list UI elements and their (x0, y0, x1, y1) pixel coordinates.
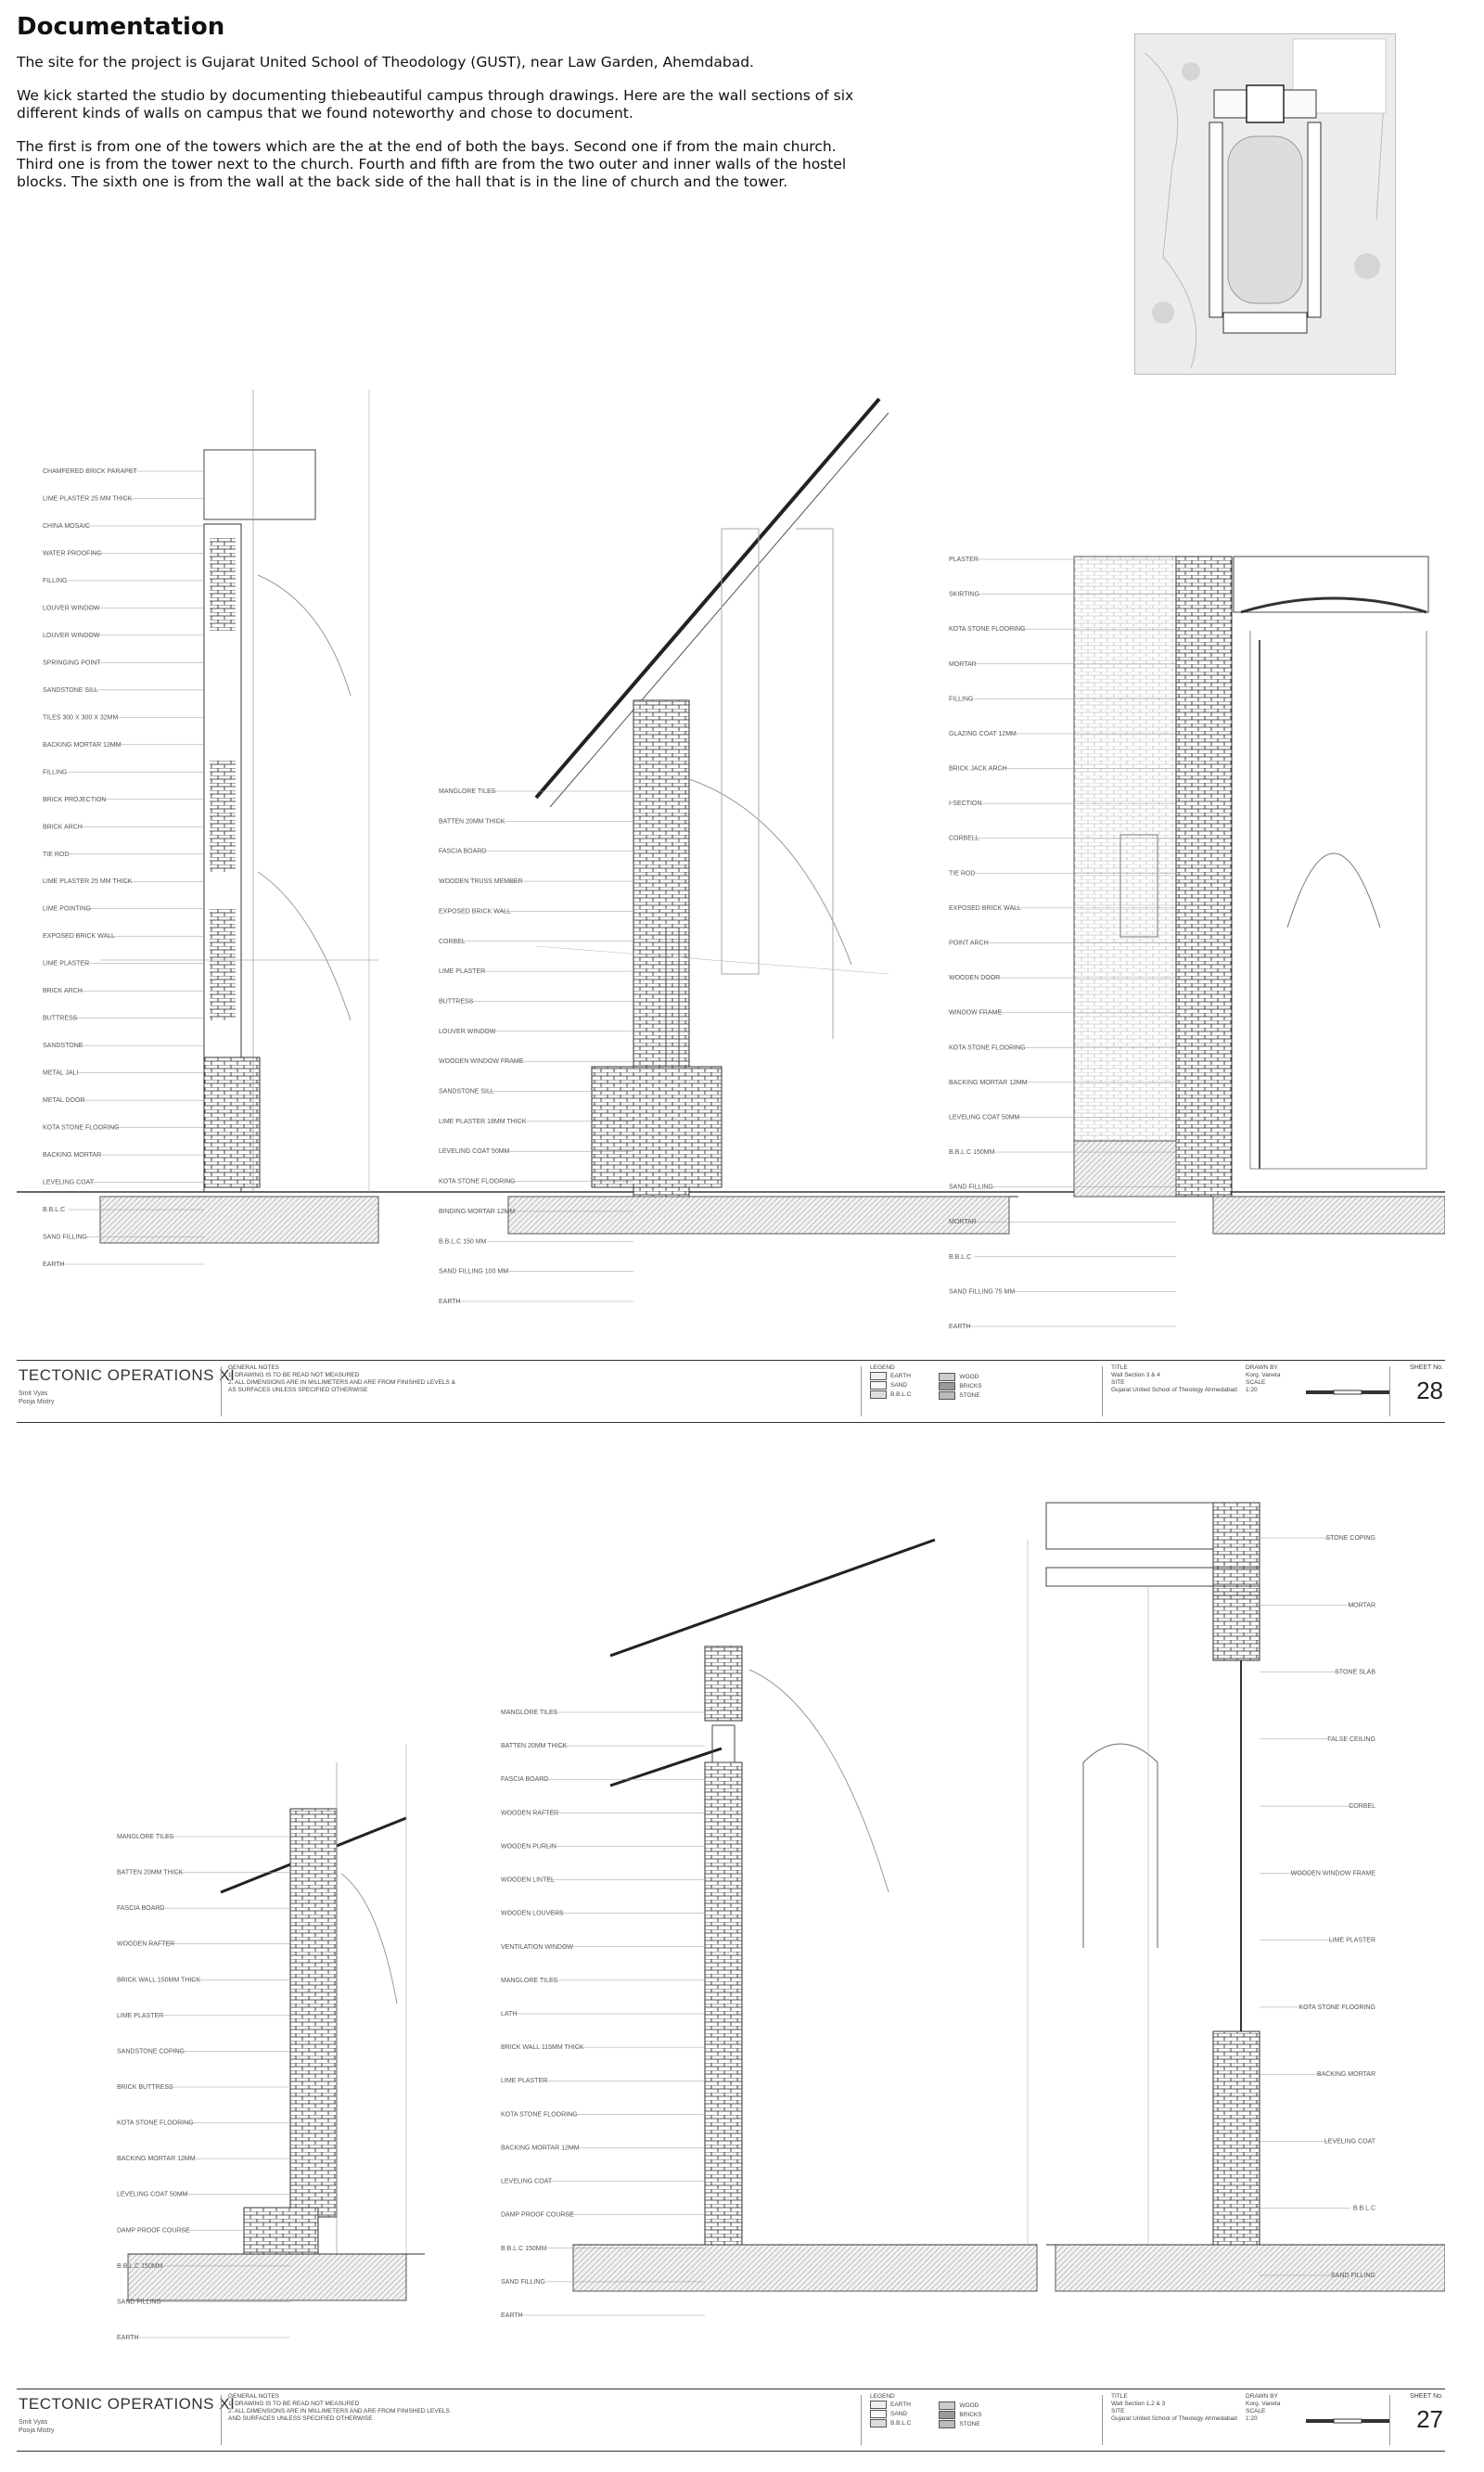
team-name: Smit Vyas (19, 1390, 48, 1397)
annotation-label: METAL JALI (43, 1069, 79, 1077)
annotation-label: SAND FILLING (1331, 2273, 1375, 2279)
annotation-label: BACKING MORTAR 12MM (43, 741, 122, 749)
general-note: 2. ALL DIMENSIONS ARE IN MILLIMETERS AND ARE FROM FINISHED LEVELS & AS SURFACES UNLESS SPECIFIED OTHERWISE (228, 1379, 456, 1393)
sheet-number-label: SHEET No. (1409, 2393, 1443, 2400)
annotation-label: LEVELING COAT 50MM (439, 1148, 510, 1156)
annotation-label: BATTEN 20MM THICK (117, 1869, 184, 1876)
general-note: 1. DRAWING IS TO BE READ NOT MEASURED (228, 1372, 360, 1378)
site-plan-image (1134, 33, 1396, 375)
site-value: Gujarat United School of Theology Ahmedabad (1111, 1387, 1237, 1393)
annotation-label: PLASTER (949, 557, 979, 563)
team-name: Smit Vyas (19, 2419, 48, 2426)
team-names (19, 2419, 55, 2435)
annotation-label: SPRINGING POINT (43, 660, 101, 667)
annotation-label: LATH (501, 2011, 518, 2017)
annotation-label: LOUVER WINDOW (43, 605, 100, 612)
legend-item: EARTH (890, 1372, 911, 1379)
legend-item: B.B.L.C (890, 2419, 912, 2427)
annotation-label: EARTH (439, 1299, 461, 1305)
sheet-number-label: SHEET No. (1409, 1364, 1443, 1371)
annotation-label: CORBEL (1349, 1803, 1375, 1811)
annotation-label: LEVELING COAT (43, 1179, 95, 1186)
legend-item: STONE (959, 2420, 980, 2427)
team-name: Pooja Mistry (19, 2427, 55, 2434)
annotation-label: WOODEN PURLIN (501, 1843, 556, 1851)
annotation-label: KOTA STONE FLOORING (949, 1044, 1026, 1052)
annotation-label: BACKING MORTAR (43, 1152, 102, 1159)
title-block-sheet-28 (17, 1360, 1445, 1423)
annotation-label: BRICK WALL 115MM THICK (501, 2044, 584, 2052)
legend-title: LEGEND (870, 1364, 895, 1371)
annotation-label: WOODEN RAFTER (501, 1810, 559, 1817)
drawn-label: DRAWN BY (1246, 1364, 1278, 1371)
annotation-label: LIME POINTING (43, 905, 92, 913)
annotation-label: SAND FILLING 100 MM (439, 1268, 509, 1275)
annotation-label: B.B.L.C (1352, 2205, 1375, 2212)
scale-label: SCALE (1246, 1379, 1266, 1386)
annotation-label: BRICK WALL 150MM THICK (117, 1977, 200, 1984)
annotation-label: TILES 300 X 300 X 32MM (43, 714, 119, 722)
legend-item: STONE (959, 1391, 980, 1399)
annotation-label: LIME PLASTER (1328, 1937, 1375, 1944)
annotation-label: LIME PLASTER 25 MM THICK (43, 495, 133, 503)
annotation-label: SAND FILLING (949, 1184, 993, 1191)
annotation-label: EARTH (43, 1262, 65, 1268)
annotation-label: LIME PLASTER (501, 2078, 548, 2085)
annotation-label: LEVELING COAT (501, 2178, 553, 2185)
intro-paragraph-2: We kick started the studio by documenting thiebeautiful campus through drawings. Here are the wall sections of six different kinds of walls on campus that we found noteworthy and chose to document. (17, 87, 854, 122)
project-title: TECTONIC OPERATIONS XI (19, 1366, 236, 1384)
annotation-label: BUTTRESS (43, 1015, 78, 1022)
annotation-label: BACKING MORTAR 12MM (501, 2145, 580, 2152)
site-label: SITE (1111, 1379, 1125, 1386)
annotation-label: BACKING MORTAR 12MM (117, 2156, 196, 2163)
annotation-label: MORTAR (949, 1219, 977, 1226)
annotation-label: LEVELING COAT (1324, 2138, 1375, 2145)
annotation-label: WOODEN TRUSS MEMBER (439, 878, 523, 886)
annotation-label: FASCIA BOARD (117, 1905, 165, 1913)
general-note: 2. ALL DIMENSIONS ARE IN MILLIMETERS AND ARE FROM FINISHED LEVELS AND SURFACES UNLESS SPECIFIED OTHERWISE (228, 2408, 450, 2422)
annotation-label: WATER PROOFING (43, 550, 102, 557)
annotation-label: WINDOW FRAME (949, 1009, 1003, 1017)
annotation-label: GLAZING COAT 12MM (949, 730, 1017, 737)
scale-label: SCALE (1246, 2408, 1266, 2414)
wall-section-church (508, 399, 1018, 1234)
annotation-label: WOODEN LINTEL (501, 1876, 555, 1884)
team-name: Pooja Mistry (19, 1398, 55, 1405)
annotation-label: KOTA STONE FLOORING (117, 2120, 194, 2127)
annotation-label: LIME PLASTER 18MM THICK (439, 1118, 527, 1125)
annotation-label: SKIRTING (949, 591, 979, 598)
annotation-label: LIME PLASTER (439, 968, 486, 976)
annotation-label: MORTAR (1348, 1602, 1375, 1609)
drawn-label: DRAWN BY (1246, 2393, 1278, 2400)
annotation-label: SANDSTONE SILL (439, 1088, 494, 1095)
annotation-label: B.B.L.C 150MM (501, 2245, 547, 2252)
sheet-number-box (1399, 1364, 1443, 1405)
annotation-label: DAMP PROOF COURSE (117, 2227, 190, 2235)
annotation-label: MANGLORE TILES (439, 788, 496, 795)
annotation-label: EARTH (117, 2335, 139, 2341)
annotation-label: B.B.L.C (949, 1253, 972, 1261)
wall-section-hostel-outer (128, 1744, 425, 2300)
annotation-label: SANDSTONE SILL (43, 686, 98, 694)
annotation-label: FILLING (949, 696, 974, 703)
annotation-label: DAMP PROOF COURSE (501, 2211, 574, 2219)
drawing-sheet-28 (17, 390, 1464, 1428)
annotation-label: B.B.L.C (43, 1207, 66, 1214)
annotation-label: POINT ARCH (949, 940, 989, 947)
annotation-label: SAND FILLING (501, 2278, 545, 2286)
annotation-label: BATTEN 20MM THICK (439, 818, 505, 826)
annotation-label: WOODEN LOUVERS (501, 1910, 564, 1917)
annotation-label: B.B.L.C 150MM (949, 1149, 995, 1157)
annotation-label: BINDING MORTAR 12MM (439, 1208, 516, 1215)
annotation-label: MANGLORE TILES (501, 1710, 558, 1716)
annotation-label: KOTA STONE FLOORING (501, 2111, 578, 2119)
annotation-label: BACKING MORTAR (1316, 2071, 1375, 2079)
annotation-label: STONE COPING (1325, 1535, 1375, 1542)
annotation-label: EXPOSED BRICK WALL (43, 933, 115, 941)
annotation-label: KOTA STONE FLOORING (949, 626, 1026, 634)
annotation-label: BRICK ARCH (43, 824, 83, 831)
annotation-label: LIME PLASTER 25 MM THICK (43, 878, 133, 886)
intro-section (17, 13, 870, 207)
site-value: Gujarat United School of Theology Ahmedabad (1111, 2415, 1237, 2422)
title-value: Wall Section 3 & 4 (1111, 1372, 1160, 1378)
annotation-label: LIME PLASTER (43, 960, 90, 967)
wall-section-hall-back (1046, 1503, 1445, 2291)
page-title: Documentation (17, 13, 225, 41)
annotation-label: TIE ROD (949, 870, 976, 877)
legend (870, 1364, 982, 1400)
annotation-label: SAND FILLING (43, 1234, 87, 1241)
annotation-label: BRICK BUTTRESS (117, 2084, 173, 2091)
annotation-label: MORTAR (949, 660, 977, 668)
annotation-label: BRICK ARCH (43, 988, 83, 995)
legend-item: B.B.L.C (890, 1390, 912, 1398)
annotation-label: CORBEL (439, 938, 466, 945)
general-notes (228, 1364, 460, 1394)
sheet-title (1111, 2393, 1250, 2423)
annotation-label: CORBELL (949, 835, 979, 842)
legend-item: SAND (890, 2410, 908, 2417)
wall-section-church-tower (1074, 557, 1445, 1234)
scale-bar (1306, 1389, 1389, 1396)
intro-paragraph-3: The first is from one of the towers which are the at the end of both the bays. Second one if from the main church. Third one is from the tower next to the church. Fourth and fifth are from the two outer and inner walls of the hostel blocks. The sixth one is from the wall at the back side of the hall that is in the line of church and the tower. (17, 138, 847, 190)
annotation-label: METAL DOOR (43, 1097, 85, 1105)
annotation-label: LEVELING COAT 50MM (949, 1114, 1020, 1121)
annotation-label: SAND FILLING (117, 2299, 161, 2306)
annotation-label: B.B.L.C 150 MM (439, 1238, 487, 1246)
annotation-label: WOODEN WINDOW FRAME (439, 1058, 524, 1066)
scale-value: 1:20 (1246, 1387, 1258, 1393)
wall-sections-sheet-28 (17, 390, 1445, 1360)
annotation-label: CHINA MOSAIC (43, 522, 90, 530)
annotation-label: BACKING MORTAR 12MM (949, 1079, 1028, 1086)
annotation-label: LOUVER WINDOW (439, 1028, 496, 1035)
annotation-label: WOODEN DOOR (949, 975, 1001, 982)
annotation-label: MANGLORE TILES (117, 1834, 174, 1840)
title-block-sheet-27 (17, 2389, 1445, 2452)
drawn-value: Korg. Vaneta (1246, 1372, 1281, 1378)
annotation-label: KOTA STONE FLOORING (1298, 2004, 1375, 2011)
legend (870, 2393, 982, 2428)
annotation-label: BUTTRESS (439, 998, 474, 1005)
annotation-label: FASCIA BOARD (501, 1776, 549, 1784)
legend-title: LEGEND (870, 2393, 895, 2400)
general-notes (228, 2393, 460, 2423)
annotation-label: FILLING (43, 769, 68, 776)
annotation-label: EARTH (501, 2312, 523, 2319)
annotation-label: KOTA STONE FLOORING (43, 1124, 120, 1132)
annotation-label: EXPOSED BRICK WALL (949, 904, 1021, 912)
title-value: Wall Section 1,2 & 3 (1111, 2401, 1166, 2407)
annotation-label: FILLING (43, 577, 68, 584)
scale-bar (1306, 2417, 1389, 2425)
scale-value: 1:20 (1246, 2415, 1258, 2422)
drawn-value: Korg. Vaneta (1246, 2401, 1281, 2407)
team-names (19, 1390, 55, 1406)
legend-item: WOOD (959, 1373, 979, 1380)
annotation-label: EARTH (949, 1324, 971, 1330)
annotation-label: SANDSTONE COPING (117, 2048, 185, 2056)
general-note: 1. DRAWING IS TO BE READ NOT MEASURED (228, 2401, 360, 2407)
annotation-label: SANDSTONE (43, 1043, 83, 1050)
sheet-number-box (1399, 2393, 1443, 2434)
annotation-label: LEVELING COAT 50MM (117, 2191, 188, 2198)
annotation-label: MANGLORE TILES (501, 1977, 558, 1984)
project-title: TECTONIC OPERATIONS XI (19, 2395, 236, 2413)
annotation-label: I-SECTION (949, 801, 982, 808)
title-label: TITLE (1111, 2393, 1128, 2400)
annotation-label: WOODEN WINDOW FRAME (1290, 1870, 1375, 1877)
general-notes-title: GENERAL NOTES (228, 1364, 280, 1371)
legend-item: EARTH (890, 2401, 911, 2408)
title-label: TITLE (1111, 1364, 1128, 1371)
legend-item: BRICKS (959, 1382, 982, 1390)
sheet-title (1111, 1364, 1250, 1394)
annotation-label: LIME PLASTER (117, 2012, 164, 2019)
annotation-label: FASCIA BOARD (439, 848, 487, 855)
sheet-number: 27 (1416, 2405, 1443, 2433)
annotation-label: KOTA STONE FLOORING (439, 1178, 516, 1185)
general-notes-title: GENERAL NOTES (228, 2393, 280, 2400)
annotation-label: BRICK PROJECTION (43, 796, 107, 803)
site-label: SITE (1111, 2408, 1125, 2414)
annotation-label: BATTEN 20MM THICK (501, 1743, 568, 1750)
annotation-label: B.B.L.C 150MM (117, 2262, 163, 2270)
annotation-label: WOODEN RAFTER (117, 1940, 175, 1948)
intro-paragraph-1: The site for the project is Gujarat United School of Theodology (GUST), near Law Garden, Ahemdabad. (17, 54, 754, 70)
annotation-label: TIE ROD (43, 851, 70, 858)
annotation-label: SAND FILLING 75 MM (949, 1288, 1016, 1296)
drawing-sheet-27 (17, 1484, 1464, 2467)
annotation-label: LOUVER WINDOW (43, 632, 100, 639)
legend-item: WOOD (959, 2402, 979, 2409)
wall-section-hostel-inner (573, 1540, 1037, 2291)
legend-item: SAND (890, 1381, 908, 1389)
site-plan-drawing (1135, 34, 1395, 374)
sheet-number: 28 (1416, 1377, 1443, 1404)
annotation-label: CHAMFERED BRICK PARAPET (43, 468, 137, 475)
annotation-label: FALSE CEILING (1327, 1736, 1375, 1743)
annotation-label: VENTILATION WINDOW (501, 1943, 574, 1951)
legend-item: BRICKS (959, 2411, 982, 2418)
annotation-label: BRICK JACK ARCH (949, 765, 1007, 773)
wall-sections-sheet-27 (17, 1484, 1445, 2389)
annotation-label: STONE SLAB (1335, 1669, 1375, 1676)
annotation-label: EXPOSED BRICK WALL (439, 908, 511, 916)
